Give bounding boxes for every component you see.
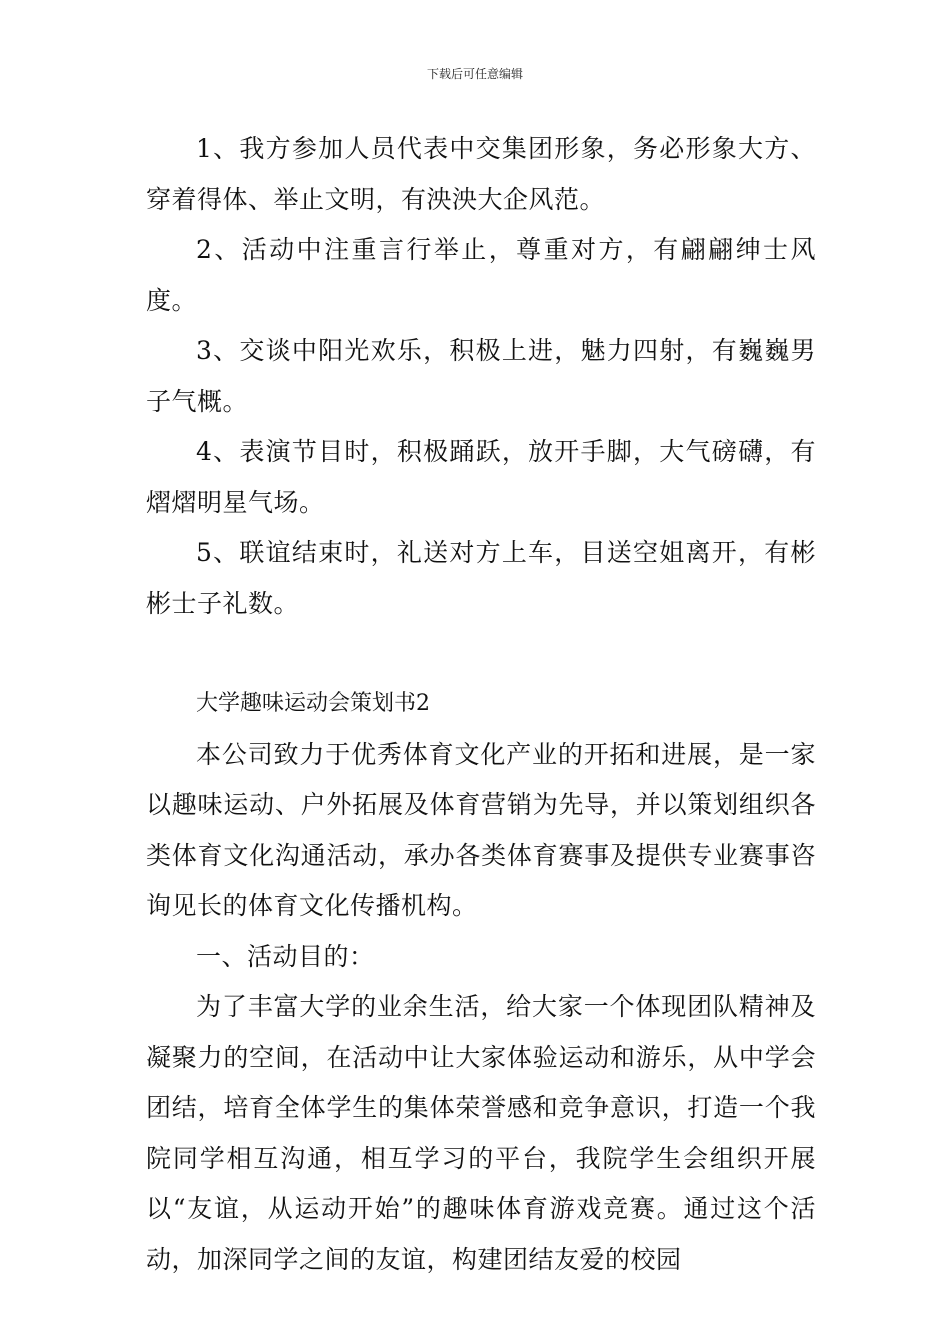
intro-paragraph: 本公司致力于优秀体育文化产业的开拓和进展，是一家以趣味运动、户外拓展及体育营销为先导，并以策划组织各类体育文化沟通活动，承办各类体育赛事及提供专业赛事咨询见长的体育文化传播机构。 xyxy=(146,739,816,920)
section-title: 大学趣味运动会策划书2 xyxy=(196,691,430,716)
rule-item-1: 1、我方参加人员代表中交集团形象，务必形象大方、穿着得体、举止文明，有泱泱大企风范。 xyxy=(146,134,816,214)
rule-item-2: 2、活动中注重言行举止，尊重对方，有翩翩绅士风度。 xyxy=(146,235,816,315)
rule-item-3: 3、交谈中阳光欢乐，积极上进，魅力四射，有巍巍男子气概。 xyxy=(146,336,816,416)
page-header-note: 下载后可任意编辑 xyxy=(426,67,523,81)
rule-item-5: 5、联谊结束时，礼送对方上车，目送空姐离开，有彬彬士子礼数。 xyxy=(146,538,816,618)
section-spacer xyxy=(146,629,816,679)
rule-item-4: 4、表演节目时，积极踊跃，放开手脚，大气磅礴，有熠熠明星气场。 xyxy=(146,437,816,517)
purpose-paragraph: 为了丰富大学的业余生活，给大家一个体现团队精神及凝聚力的空间，在活动中让大家体验运动和游乐，从中学会团结，培育全体学生的集体荣誉感和竞争意识，打造一个我院同学相互沟通，相互学习的平台，我院学生会组织开展以“友谊，从运动开始”的趣味体育游戏竞赛。通过这个活动，加深同学之间的友谊，构建团结友爱的校园 xyxy=(146,992,816,1274)
purpose-heading: 一、活动目的： xyxy=(196,941,375,971)
document-body xyxy=(146,124,816,1285)
